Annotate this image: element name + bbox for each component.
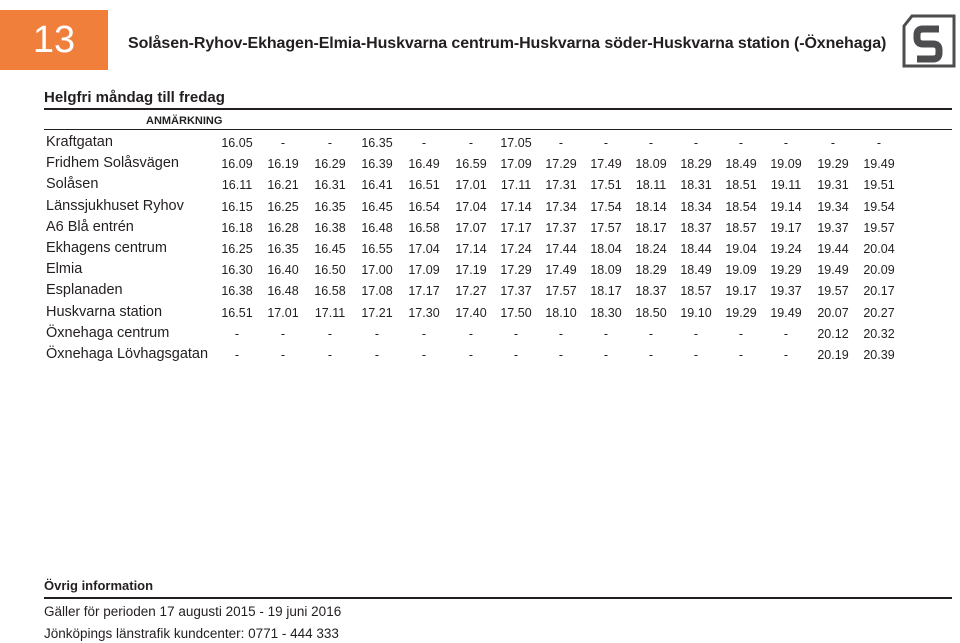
contact-text: Jönköpings länstrafik kundcenter: 0771 - 444 333 [44,626,339,641]
departure-time: 16.49 [408,157,440,172]
table-row [0,238,960,259]
departure-time: 17.11 [314,305,346,320]
departure-time: - [327,326,333,341]
table-row [0,196,960,217]
departure-time: 16.45 [361,199,393,214]
departure-time: - [374,326,380,341]
departure-time: 20.27 [863,305,895,320]
departure-time: 19.37 [817,220,849,235]
departure-time: 16.35 [267,241,299,256]
departure-time: 18.10 [545,305,577,320]
departure-time: 19.44 [817,241,849,256]
departure-time: - [693,326,699,341]
departure-time: 18.30 [590,305,622,320]
validity-text: Gäller för perioden 17 augusti 2015 - 19 juni 2016 [44,604,342,619]
departure-time: 19.31 [817,178,849,193]
departure-time: 16.05 [221,136,253,150]
route-number-badge [0,10,108,70]
departure-time: 17.34 [545,199,577,214]
note-column-label: ANMÄRKNING [146,115,223,127]
departure-time: - [783,347,789,362]
departure-time: 16.25 [267,199,299,214]
departure-time: 18.34 [680,199,712,214]
departure-time: 16.29 [314,157,346,172]
departure-time: 16.11 [221,178,253,193]
departure-time: 17.57 [590,220,622,235]
departure-time: 18.37 [635,284,667,299]
departure-time: - [468,326,474,341]
timetable [0,132,960,365]
departure-time: 19.34 [817,199,849,214]
departure-time: 16.58 [408,220,440,235]
table-row [0,132,960,153]
departure-time: 18.50 [635,305,667,320]
departure-time: - [421,326,427,341]
departure-time: 19.17 [770,220,802,235]
departure-time: 17.09 [500,157,532,172]
departure-time: 17.09 [408,263,440,278]
departure-time: - [603,136,609,150]
departure-time: 16.28 [267,220,299,235]
departure-time: 16.38 [314,220,346,235]
departure-time: 16.18 [221,220,253,235]
departure-time: 17.51 [590,178,622,193]
departure-time: - [280,347,286,362]
departure-time: 17.01 [455,178,487,193]
departure-time: 18.29 [635,263,667,278]
header-divider [44,108,952,110]
departure-time: 18.29 [680,157,712,172]
departure-time: 17.31 [545,178,577,193]
departure-time: 16.31 [314,178,346,193]
departure-time: 16.15 [221,199,253,214]
departure-time: 20.04 [863,241,895,256]
departure-time: 18.57 [725,220,757,235]
departure-time: 18.09 [635,157,667,172]
stop-name: Esplanaden [46,282,123,299]
departure-time: - [468,136,474,150]
departure-time: 18.49 [680,263,712,278]
departure-time: - [738,347,744,362]
departure-time: 16.40 [267,263,299,278]
departure-time: - [327,347,333,362]
table-row [0,344,960,365]
departure-time: 18.49 [725,157,757,172]
departure-time: 17.00 [361,263,393,278]
departure-time: 19.29 [817,157,849,172]
departure-time: 16.25 [221,241,253,256]
departure-time: - [327,136,333,150]
departure-time: 19.11 [770,178,802,193]
departure-time: - [830,136,836,150]
departure-time: 19.10 [680,305,712,320]
table-row [0,323,960,344]
departure-time: - [558,136,564,150]
departure-time: 16.55 [361,241,393,256]
departure-time: 17.04 [455,199,487,214]
departure-time: 18.54 [725,199,757,214]
departure-time: 19.51 [863,178,895,193]
table-divider [44,129,952,130]
departure-time: 16.51 [408,178,440,193]
departure-time: - [783,136,789,150]
departure-time: 16.39 [361,157,393,172]
departure-time: 18.57 [680,284,712,299]
departure-time: 17.50 [500,305,532,320]
departure-time: 20.32 [863,326,895,341]
departure-time: - [738,326,744,341]
departure-time: - [603,326,609,341]
departure-time: - [234,326,240,341]
departure-time: 20.07 [817,305,849,320]
departure-time: 16.48 [267,284,299,299]
departure-time: 16.58 [314,284,346,299]
departure-time: 17.29 [545,157,577,172]
departure-time: 17.17 [500,220,532,235]
departure-time: - [468,347,474,362]
departure-time: 18.17 [590,284,622,299]
departure-time: 17.11 [500,178,532,193]
departure-time: 16.38 [221,284,253,299]
departure-time: - [280,136,286,150]
departure-time: 17.19 [455,263,487,278]
departure-time: - [280,326,286,341]
departure-time: 18.14 [635,199,667,214]
departure-time: 17.05 [500,136,532,150]
departure-time: - [374,347,380,362]
departure-time: 16.21 [267,178,299,193]
departure-time: - [234,347,240,362]
footer-divider [44,597,952,599]
departure-time: 19.04 [725,241,757,256]
departure-time: 16.51 [221,305,253,320]
departure-time: 19.17 [725,284,757,299]
departure-time: 18.31 [680,178,712,193]
departure-time: - [648,347,654,362]
table-row [0,259,960,280]
departure-time: 18.11 [635,178,667,193]
departure-time: 16.41 [361,178,393,193]
departure-time: - [693,136,699,150]
table-row [0,217,960,238]
departure-time: - [421,347,427,362]
departure-time: - [421,136,427,150]
departure-time: 20.39 [863,347,895,362]
departure-time: - [783,326,789,341]
departure-time: 19.09 [725,263,757,278]
stop-name: Huskvarna station [46,303,163,320]
departure-time: 18.37 [680,220,712,235]
departure-time: 19.49 [817,263,849,278]
departure-time: 17.14 [455,241,487,256]
departure-time: 20.12 [817,326,849,341]
departure-time: 19.49 [863,157,895,172]
departure-time: 17.21 [361,305,393,320]
departure-time: 17.30 [408,305,440,320]
departure-time: 16.35 [361,136,393,150]
departure-time: 17.57 [545,284,577,299]
departure-time: 17.08 [361,284,393,299]
departure-time: 16.19 [267,157,299,172]
departure-time: 16.35 [314,199,346,214]
departure-time: 16.50 [314,263,346,278]
departure-time: - [558,326,564,341]
departure-time: 17.27 [455,284,487,299]
departure-time: 16.59 [455,157,487,172]
stop-name: Öxnehaga Lövhagsgatan [46,345,209,362]
departure-time: 17.07 [455,220,487,235]
departure-time: - [558,347,564,362]
stop-name: Länssjukhuset Ryhov [46,197,184,214]
stop-name: Kraftgatan [46,134,113,150]
table-row [0,174,960,195]
departure-time: 16.48 [361,220,393,235]
departure-time: 19.37 [770,284,802,299]
departure-time: 16.30 [221,263,253,278]
departure-time: - [648,136,654,150]
departure-time: 20.19 [817,347,849,362]
departure-time: - [738,136,744,150]
departure-time: 17.17 [408,284,440,299]
departure-time: 19.54 [863,199,895,214]
table-row [0,153,960,174]
departure-time: 19.14 [770,199,802,214]
departure-time: 17.24 [500,241,532,256]
s-logo-icon [902,14,956,68]
stop-name: Elmia [46,261,83,278]
departure-time: - [513,326,519,341]
route-title: Solåsen-Ryhov-Ekhagen-Elmia-Huskvarna centrum-Huskvarna söder-Huskvarna station (-Öxnehaga) [128,35,887,52]
departure-time: 19.29 [770,263,802,278]
departure-time: 18.09 [590,263,622,278]
departure-time: - [648,326,654,341]
stop-name: A6 Blå entrén [46,218,134,235]
route-number: 13 [32,18,76,61]
departure-time: 18.04 [590,241,622,256]
departure-time: 16.09 [221,157,253,172]
departure-time: 17.49 [545,263,577,278]
stop-name: Fridhem Solåsvägen [46,155,179,172]
departure-time: - [693,347,699,362]
departure-time: 17.37 [500,284,532,299]
departure-time: 20.09 [863,263,895,278]
stop-name: Ekhagens centrum [46,239,167,256]
departure-time: 16.54 [408,199,440,214]
departure-time: 20.17 [863,284,895,299]
table-row [0,302,960,323]
departure-time: 17.49 [590,157,622,172]
departure-time: 17.37 [545,220,577,235]
departure-time: 18.24 [635,241,667,256]
table-row [0,280,960,301]
departure-time: 17.01 [267,305,299,320]
stop-name: Solåsen [46,176,99,193]
departure-time: 19.49 [770,305,802,320]
footer-title: Övrig information [44,578,154,593]
departure-time: 18.44 [680,241,712,256]
departure-time: - [603,347,609,362]
departure-time: 19.57 [817,284,849,299]
departure-time: 17.29 [500,263,532,278]
departure-time: 19.57 [863,220,895,235]
departure-time: 19.09 [770,157,802,172]
departure-time: 17.40 [455,305,487,320]
departure-time: - [513,347,519,362]
stop-name: Öxnehaga centrum [46,324,170,341]
departure-time: 17.44 [545,241,577,256]
departure-time: 17.04 [408,241,440,256]
departure-time: - [876,136,882,150]
departure-time: 17.14 [500,199,532,214]
departure-time: 18.51 [725,178,757,193]
departure-time: 16.45 [314,241,346,256]
day-type-heading: Helgfri måndag till fredag [44,89,225,106]
departure-time: 17.54 [590,199,622,214]
departure-time: 19.29 [725,305,757,320]
departure-time: 18.17 [635,220,667,235]
departure-time: 19.24 [770,241,802,256]
